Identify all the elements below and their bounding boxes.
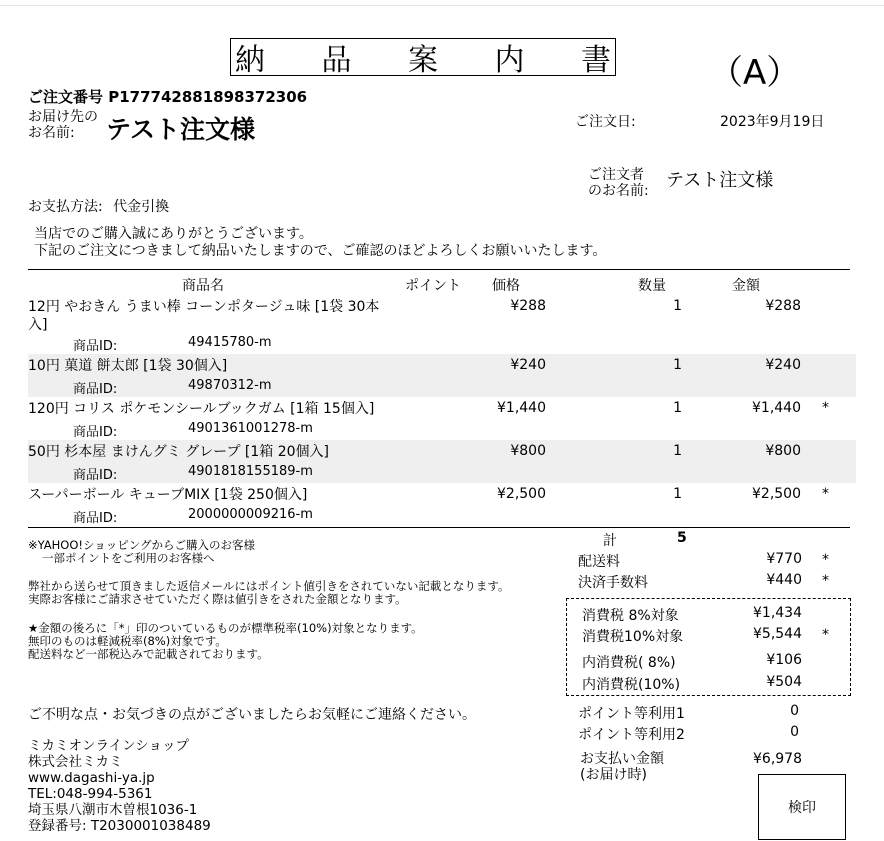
- points-use-1: 0: [790, 703, 799, 719]
- tax-note-line2: 無印のものは軽減税率(8%)対象です。: [28, 634, 227, 648]
- greeting-line2: 下記のご注文につきまして納品いたしますので、ご確認のほどよろしくお願いいたします。: [34, 243, 607, 259]
- shop-address: 埼玉県八潮市木曽根1036-1: [28, 802, 198, 818]
- item-price: ¥1,440: [497, 400, 546, 416]
- header-points: ポイント: [405, 278, 461, 294]
- table-row: [28, 483, 856, 526]
- yahoo-note-line1: ※YAHOO!ショッピングからご購入のお客様: [28, 538, 256, 552]
- item-quantity: 1: [673, 443, 682, 459]
- item-amount: ¥240: [765, 357, 801, 373]
- table-row: [28, 397, 856, 440]
- stamp-label: 検印: [788, 800, 816, 816]
- points-use-1-label: ポイント等利用1: [578, 706, 685, 722]
- payment-total-label: [580, 751, 664, 783]
- points-use-2: 0: [790, 724, 799, 740]
- tax-note: [28, 622, 423, 661]
- shipping-amount: ¥770: [766, 551, 802, 567]
- shop-info: [28, 738, 211, 834]
- title-char: 案: [408, 43, 438, 78]
- order-number-line: [28, 86, 307, 107]
- table-bottom-rule: [28, 527, 850, 528]
- item-price: ¥800: [510, 443, 546, 459]
- top-border: [0, 5, 884, 6]
- tax8-amount: ¥1,434: [753, 605, 802, 621]
- payment-fee-amount: ¥440: [766, 572, 802, 588]
- table-row: [28, 295, 856, 354]
- payment-fee-label: 決済手数料: [578, 575, 648, 591]
- tax-note-line3: 配送料など一部税込みで記載されております。: [28, 647, 269, 661]
- shipping-label: 配送料: [578, 554, 620, 570]
- inner-tax10-label: 内消費税(10%): [582, 677, 681, 693]
- item-price: ¥288: [510, 298, 546, 314]
- item-tax-mark: *: [822, 486, 829, 502]
- item-price: ¥2,500: [497, 486, 546, 502]
- item-id-label: 商品ID:: [73, 425, 118, 440]
- recipient-label-line2: お名前:: [28, 125, 75, 141]
- header-amount: 金額: [732, 278, 760, 294]
- item-amount: ¥1,440: [752, 400, 801, 416]
- tax-note-line1: ★金額の後ろに「*」印のついているものが標準税率(10%)対象となります。: [28, 621, 423, 635]
- shop-company: 株式会社ミカミ: [28, 754, 123, 770]
- yahoo-note-line2: 一部ポイントをご利用のお客様へ: [42, 551, 215, 565]
- payment-total-label-line2: (お届け時): [580, 767, 647, 783]
- item-name: 120円 コリス ポケモンシールブックガム [1箱 15個入]: [28, 401, 375, 417]
- tax10-amount: ¥5,544: [753, 626, 802, 642]
- item-id: 2000000009216-m: [188, 507, 313, 522]
- item-id: 49415780-m: [188, 335, 272, 350]
- discount-note: [28, 580, 510, 606]
- payment-method: 代金引換: [113, 199, 170, 215]
- recipient-label-line1: お届け先の: [28, 109, 98, 125]
- tax10-mark: *: [822, 627, 829, 643]
- shop-registration: 登録番号: T2030001038489: [28, 818, 211, 834]
- item-amount: ¥800: [765, 443, 801, 459]
- greeting: [34, 226, 606, 260]
- discount-note-line2: 実際お客様にご請求させていただく際は値引きをされた金額となります。: [28, 592, 407, 606]
- header-product-name: 商品名: [182, 278, 224, 294]
- inspection-stamp-box: [758, 774, 846, 840]
- shop-name: ミカミオンラインショップ: [28, 738, 189, 754]
- contact-note: ご不明な点・お気づきの点がございましたらお気軽にご連絡ください。: [28, 707, 476, 723]
- inner-tax8-amount: ¥106: [766, 652, 802, 668]
- title-char: 品: [321, 43, 352, 78]
- order-number: P177742881898372306: [108, 88, 308, 106]
- title-char: 書: [581, 43, 611, 78]
- item-quantity: 1: [673, 486, 682, 502]
- shop-tel: TEL:048-994-5361: [28, 786, 153, 802]
- item-id-label: 商品ID:: [73, 468, 118, 483]
- inner-tax8-label: 内消費税( 8%): [582, 655, 676, 671]
- order-number-label: ご注文番号: [28, 88, 104, 106]
- item-name: 10円 菓道 餅太郎 [1袋 30個入]: [28, 358, 228, 374]
- payment-method-line: [28, 196, 169, 216]
- orderer-label: [588, 167, 649, 199]
- table-row: [28, 354, 856, 397]
- item-name: スーパーボール キューブMIX [1袋 250個入]: [28, 487, 308, 503]
- title-char: 内: [494, 43, 525, 78]
- shop-url[interactable]: www.dagashi-ya.jp: [28, 770, 155, 786]
- table-top-rule: [28, 269, 850, 270]
- item-id-label: 商品ID:: [73, 511, 118, 526]
- payment-fee-tax-mark: *: [822, 573, 829, 589]
- points-use-2-label: ポイント等利用2: [578, 727, 685, 743]
- item-quantity: 1: [673, 298, 682, 314]
- payment-total: ¥6,978: [753, 751, 802, 767]
- order-date: 2023年9月19日: [720, 114, 825, 130]
- header-price: 価格: [492, 278, 520, 294]
- payment-total-label-line1: お支払い金額: [580, 751, 664, 767]
- item-id: 4901818155189-m: [188, 464, 313, 479]
- yahoo-note: [28, 539, 255, 565]
- total-label: 計: [603, 533, 617, 549]
- recipient-name: テスト注文様: [106, 115, 256, 144]
- shipping-tax-mark: *: [822, 552, 829, 568]
- item-amount: ¥2,500: [752, 486, 801, 502]
- orderer-label-line2: のお名前:: [588, 183, 649, 199]
- payment-method-label: お支払方法:: [28, 199, 103, 215]
- tax8-label: 消費税 8%対象: [582, 608, 679, 624]
- item-amount: ¥288: [765, 298, 801, 314]
- table-row: [28, 440, 856, 483]
- document-title: [230, 38, 616, 76]
- header-quantity: 数量: [638, 278, 666, 294]
- item-id: 49870312-m: [188, 378, 272, 393]
- item-price: ¥240: [510, 357, 546, 373]
- greeting-line1: 当店でのご購入誠にありがとうございます。: [34, 226, 313, 242]
- item-quantity: 1: [673, 357, 682, 373]
- inner-tax10-amount: ¥504: [766, 674, 802, 690]
- tax10-label: 消費税10%対象: [582, 629, 684, 645]
- discount-note-line1: 弊社から送らせて頂きました返信メールにはポイント値引きをされていない記載となります。: [28, 579, 510, 593]
- orderer-name: テスト注文様: [666, 170, 774, 191]
- order-date-label: ご注文日:: [575, 114, 636, 130]
- item-tax-mark: *: [822, 400, 829, 416]
- item-name: 50円 杉本屋 まけんグミ グレープ [1箱 20個入]: [28, 444, 330, 460]
- orderer-label-line1: ご注文者: [588, 167, 644, 183]
- item-name: 12円 やおきん うまい棒 コーンポタージュ味 [1袋 30本入]: [28, 299, 380, 333]
- title-char: 納: [235, 43, 265, 78]
- item-id: 4901361001278-m: [188, 421, 313, 436]
- item-id-label: 商品ID:: [73, 382, 118, 397]
- item-id-label: 商品ID:: [73, 339, 118, 354]
- item-quantity: 1: [673, 400, 682, 416]
- document-variant: （A）: [709, 53, 801, 93]
- recipient-label: [28, 109, 98, 141]
- total-quantity: 5: [677, 530, 687, 546]
